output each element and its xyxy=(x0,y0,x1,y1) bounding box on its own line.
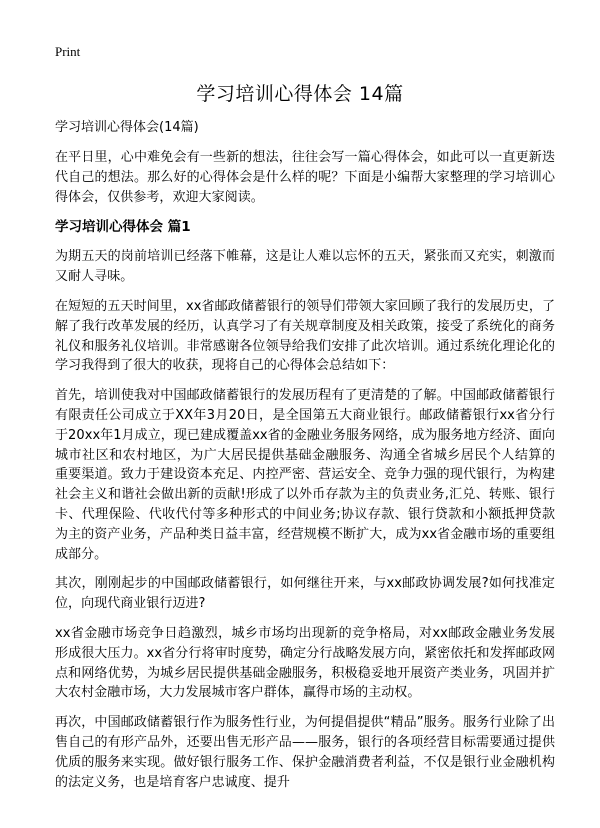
document-title: 学习培训心得体会 14篇 xyxy=(196,83,404,105)
print-link[interactable]: Print xyxy=(55,44,81,59)
body-paragraph: 首先，培训使我对中国邮政储蓄银行的发展历程有了更清楚的了解。中国邮政储蓄银行有限责任公司成立于XX年3月20日，是全国第五大商业银行。邮政储蓄银行xx省分行于20xx年1月成立，现已建成覆盖xx省的金融业务服务网络，成为服务地方经济、面向城市社区和农村地区，为广大居民提供基础金融服务、沟通全省城乡居民个人结算的 重要渠道。致力于建设资本充足、内控严密、营运安全、竞争力强的现代银行，为构建社会主义和谐社会做出新的贡献!形成了以外币存款为主的负责业务,汇兑、转账、银行卡、代理保险、代收代付等多种形式的中间业务;协议存款、银行贷款和小额抵押贷款为主的资产业务，产品种类日益丰富，经营规模不断扩大，成为xx省金融市场的重要组成部分。 xyxy=(55,388,555,562)
document-subtitle: 学习培训心得体会(14篇) xyxy=(55,120,199,135)
body-paragraph: 为期五天的岗前培训已经落下帷幕，这是让人难以忘怀的五天，紧张而又充实，刺激而又耐人寻味。 xyxy=(55,249,555,285)
section-heading: 学习培训心得体会 篇1 xyxy=(55,219,191,236)
body-paragraph: 再次，中国邮政储蓄银行作为服务性行业，为何提倡提供“精品”服务。服务行业除了出售自己的有形产品外，还要出售无形产品——服务，银行的各项经营目标需要通过提供优质的服务来实现。做好银行服务工作、保护金融消费者利益，不仅是银行业金融机构的法定义务，也是培育客户忠诚度、提升 xyxy=(55,715,555,790)
document-body xyxy=(55,118,555,802)
body-paragraph: 在短短的五天时间里，xx省邮政储蓄银行的领导们带领大家回顾了我行的发展历史，了解了我行改革发展的经历，认真学习了有关规章制度及相关政策，接受了系统化的商务礼仪和服务礼仪培训。非常感谢各位领导给我们安排了此次培训。通过系统化理论化的学习我得到了很大的收获，现将自己的心得体会总结如下： xyxy=(55,298,555,374)
body-paragraph: xx省金融市场竞争日趋激烈，城乡市场均出现新的竞争格局，对xx邮政金融业务发展形成很大压力。xx省分行将审时度势，确定分行战略发展方向，紧密依托和发挥邮政网点和网络优势，为城乡居民提供基础金融服务，积极稳妥地开展资产类业务，巩固并扩大农村金融市场，大力发展城市客户群体，赢得市场的主动权。 xyxy=(55,625,555,701)
intro-paragraph: 在平日里，心中难免会有一些新的想法，往往会写一篇心得体会，如此可以一直更新迭代自己的想法。那么好的心得体会是什么样的呢？下面是小编帮大家整理的学习培训心得体会，仅供参考，欢迎大家阅读。 xyxy=(55,150,555,205)
body-paragraph: 其次，刚刚起步的中国邮政储蓄银行，如何继往开来，与xx邮政协调发展?如何找准定位，向现代商业银行迈进? xyxy=(55,576,555,612)
